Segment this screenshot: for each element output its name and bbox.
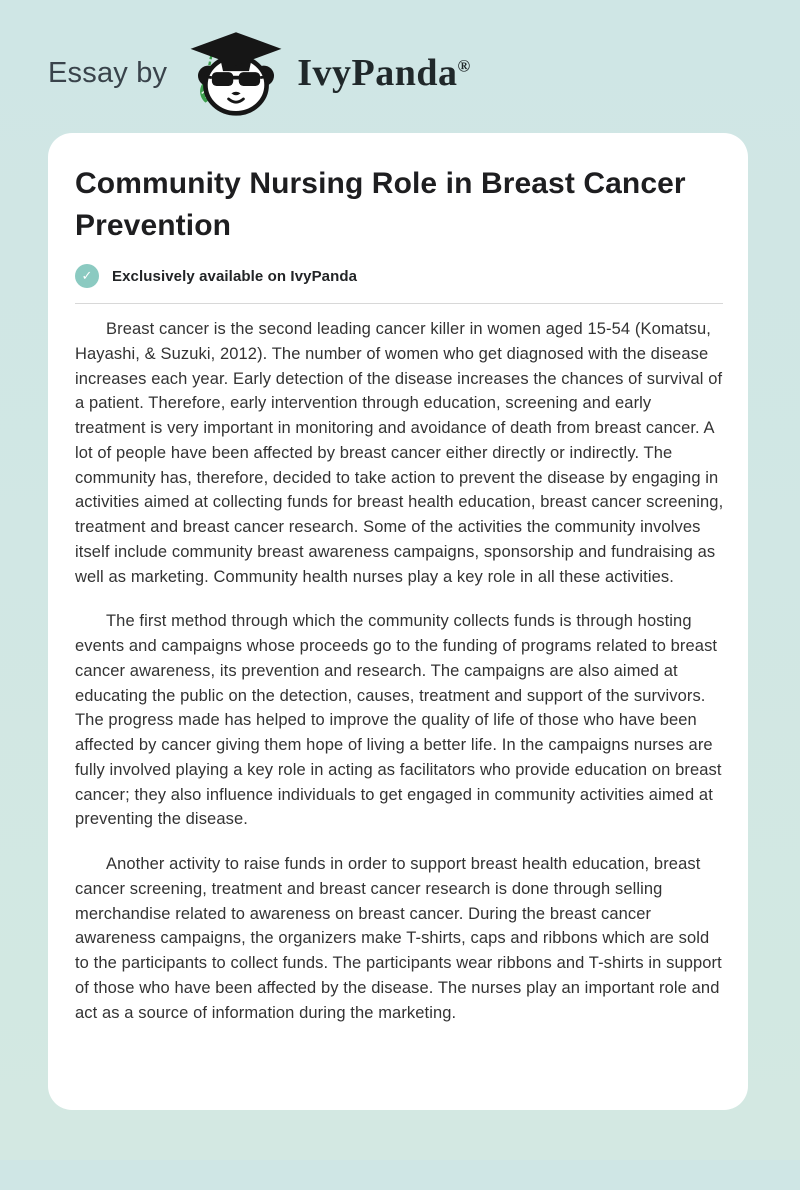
essay-paragraph: The first method through which the community collects funds is through hosting events and campaigns whose proceeds go to the funding of programs related to breast cancer awareness, its prevention and research. The campaigns are also aimed at educating the public on the detection, causes, treatment and support of the survivors. The progress made has helped to improve the quality of life of those who have been affected by cancer giving them hope of living a better life. In the campaigns nurses are fully involved playing a key role in acting as facilitators who provide education on breast cancer; they also influence individuals to get engaged in community activities aimed at preventing the disease. xyxy=(75,612,722,829)
registered-trademark: ® xyxy=(457,56,471,76)
divider xyxy=(75,303,723,304)
page xyxy=(0,30,800,1190)
essay-title: Community Nursing Role in Breast Cancer Prevention xyxy=(75,167,686,242)
essay-card xyxy=(48,133,748,1110)
check-icon: ✓ xyxy=(75,264,99,288)
availability-badge-label: Exclusively available on IvyPanda xyxy=(112,267,358,285)
essay-body xyxy=(75,317,725,1025)
header xyxy=(48,30,800,116)
brand-wordmark[interactable] xyxy=(297,51,470,95)
essay-paragraph: Another activity to raise funds in order to support breast health education, breast cancer screening, treatment and breast cancer research is done through selling merchandise related to awareness on breast cancer. During the breast cancer awareness campaigns, the organizers make T-shirts, caps and ribbons which are sold to the participants to collect funds. The participants wear ribbons and T-shirts in support of those who have been affected by the disease. The nurses play an important role and act as a source of information during the marketing. xyxy=(75,855,722,1022)
panda-graduate-logo-icon xyxy=(185,29,287,117)
essay-by-label: Essay by xyxy=(48,56,168,89)
availability-badge xyxy=(75,264,723,288)
brand-name: IvyPanda xyxy=(297,52,458,94)
essay-paragraph: Breast cancer is the second leading cancer killer in women aged 15-54 (Komatsu, Hayashi, & Suzuki, 2012). The number of women who get diagnosed with the disease increases each year. Early detection of the disease increases the chances of survival of a patient. Therefore, early intervention through education, screening and early treatment is very important in monitoring and avoidance of death from breast cancer. A lot of people have been affected by breast cancer either directly or indirectly. The community has, therefore, decided to take action to prevent the disease by engaging in activities aimed at collecting funds for breast health education, breast cancer screening, treatment and breast cancer research. Some of the activities the community involves itself include community breast awareness campaigns, sponsorship and fundraising as well as marketing. Community health nurses play a key role in all these activities. xyxy=(75,320,724,586)
